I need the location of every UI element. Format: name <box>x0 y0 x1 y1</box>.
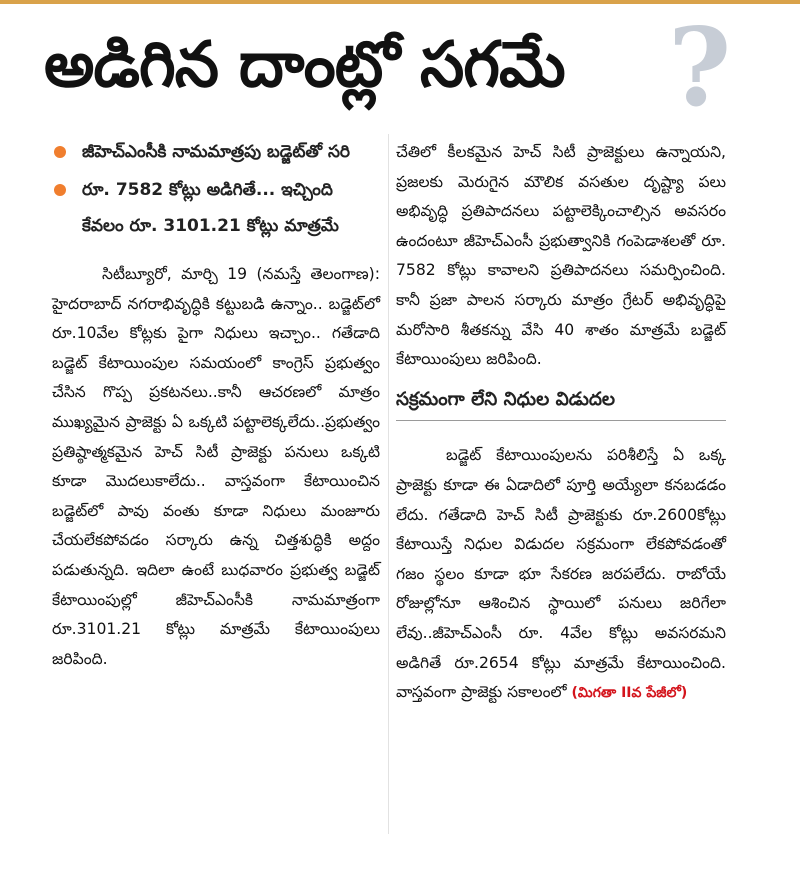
right-body-paragraph-1: చేతిలో కీలకమైన హెచ్ సిటీ ప్రాజెక్టులు ఉన్నాయని, ప్రజలకు మెరుగైన మౌలిక వసతుల దృష్ట్యా పలు అభివృద్ధి ప్రతిపాదనలు పట్టాలెక్కించాల్సిన అవసరం ఉందంటూ జీహెచ్‌ఎంసీ ప్రభుత్వానికి గంపెడాశలతో రూ. 7582 కోట్లు కావాలని ప్రతిపాదనలు సమర్పించింది. కానీ ప్రజా పాలన సర్కారు మాత్రం గ్రేటర్ అభివృద్ధిపై మరోసారి శీతకన్ను వేసి 40 శాతం మాత్రమే బడ్జెట్ కేటాయింపులు జరిపింది. <box>396 143 726 369</box>
right-body-paragraph-2 <box>396 441 726 708</box>
bullet-item <box>52 172 380 244</box>
subheading: సక్రమంగా లేని నిధుల విడుదల <box>396 385 726 422</box>
bullet-dot-icon <box>54 146 66 158</box>
top-rule <box>0 0 800 4</box>
continued-label: (మిగతా IIవ పేజీలో) <box>571 685 688 702</box>
left-body-paragraph: సిటీబ్యూరో, మార్చి 19 (నమస్తే తెలంగాణ): హైదరాబాద్ నగరాభివృద్ధికి కట్టుబడి ఉన్నాం.. బడ్జెట్‌లో రూ.10వేల కోట్లకు పైగా నిధులు ఇచ్చాం.. గతేడాది బడ్జెట్ కేటాయింపుల సమయంలో కాంగ్రెస్ ప్రభుత్వం చేసిన గొప్ప ప్రకటనలు..కానీ ఆచరణలో మాత్రం ముఖ్యమైన ప్రాజెక్టు ఏ ఒక్కటి పట్టాలెక్కలేదు..ప్రభుత్వం ప్రతిష్ఠాత్మకమైన హెచ్ సిటీ ప్రాజెక్టు పనులు ఒక్కటి కూడా మొదలుకాలేదు.. వాస్తవంగా కేటాయించిన బడ్జెట్‌లో పావు వంతు కూడా నిధులు మంజూరు చేయలేకపోవడం సర్కారు ఉన్న చిత్తశుద్ధికి అద్దం పడుతున్నది. ఇదిలా ఉంటే బుధవారం ప్రభుత్వ బడ్జెట్ కేటాయింపుల్లో జీహెచ్‌ఎంసీకి నామమాత్రంగా రూ.3101.21 కోట్లు మాత్రమే కేటాయింపులు జరిపింది. <box>52 265 380 668</box>
bullet-text: జీహెచ్‌ఎంసీకి నామమాత్రపు బడ్జెట్‌తో సరి <box>82 142 350 162</box>
column-divider <box>388 134 389 834</box>
right-body-text: బడ్జెట్ కేటాయింపులను పరిశీలిస్తే ఏ ఒక్క ప్రాజెక్టు కూడా ఈ ఏడాదిలో పూర్తి అయ్యేలా కనబడడం లేదు. గతేడాది హెచ్ సిటీ ప్రాజెక్టుకు రూ.2600కోట్లు కేటాయిస్తే నిధుల విడుదల సక్రమంగా లేకపోవడంతో గజం స్థలం కూడా భూ సేకరణ జరపలేదు. రాబోయే రోజుల్లోనూ ఆశించిన స్థాయిలో పనులు జరిగేలా లేవు..జీహెచ్‌ఎంసీ రూ. 4వేల కోట్లు అవసరమని అడిగితే రూ.2654 కోట్లు మాత్రమే కేటాయించింది. వాస్తవంగా ప్రాజెక్టు సకాలంలో <box>396 446 726 702</box>
bullet-dot-icon <box>54 184 66 196</box>
question-mark-icon: ? <box>668 5 732 131</box>
bullet-text: రూ. 7582 కోట్లు అడిగితే... ఇచ్చింది కేవలం రూ. 3101.21 కోట్లు మాత్రమే <box>82 180 339 236</box>
right-column <box>396 138 726 709</box>
left-column <box>52 134 380 674</box>
headline: అడిగిన దాంట్లో సగమే <box>44 27 565 101</box>
bullet-list <box>52 134 380 244</box>
bullet-item <box>52 134 380 170</box>
